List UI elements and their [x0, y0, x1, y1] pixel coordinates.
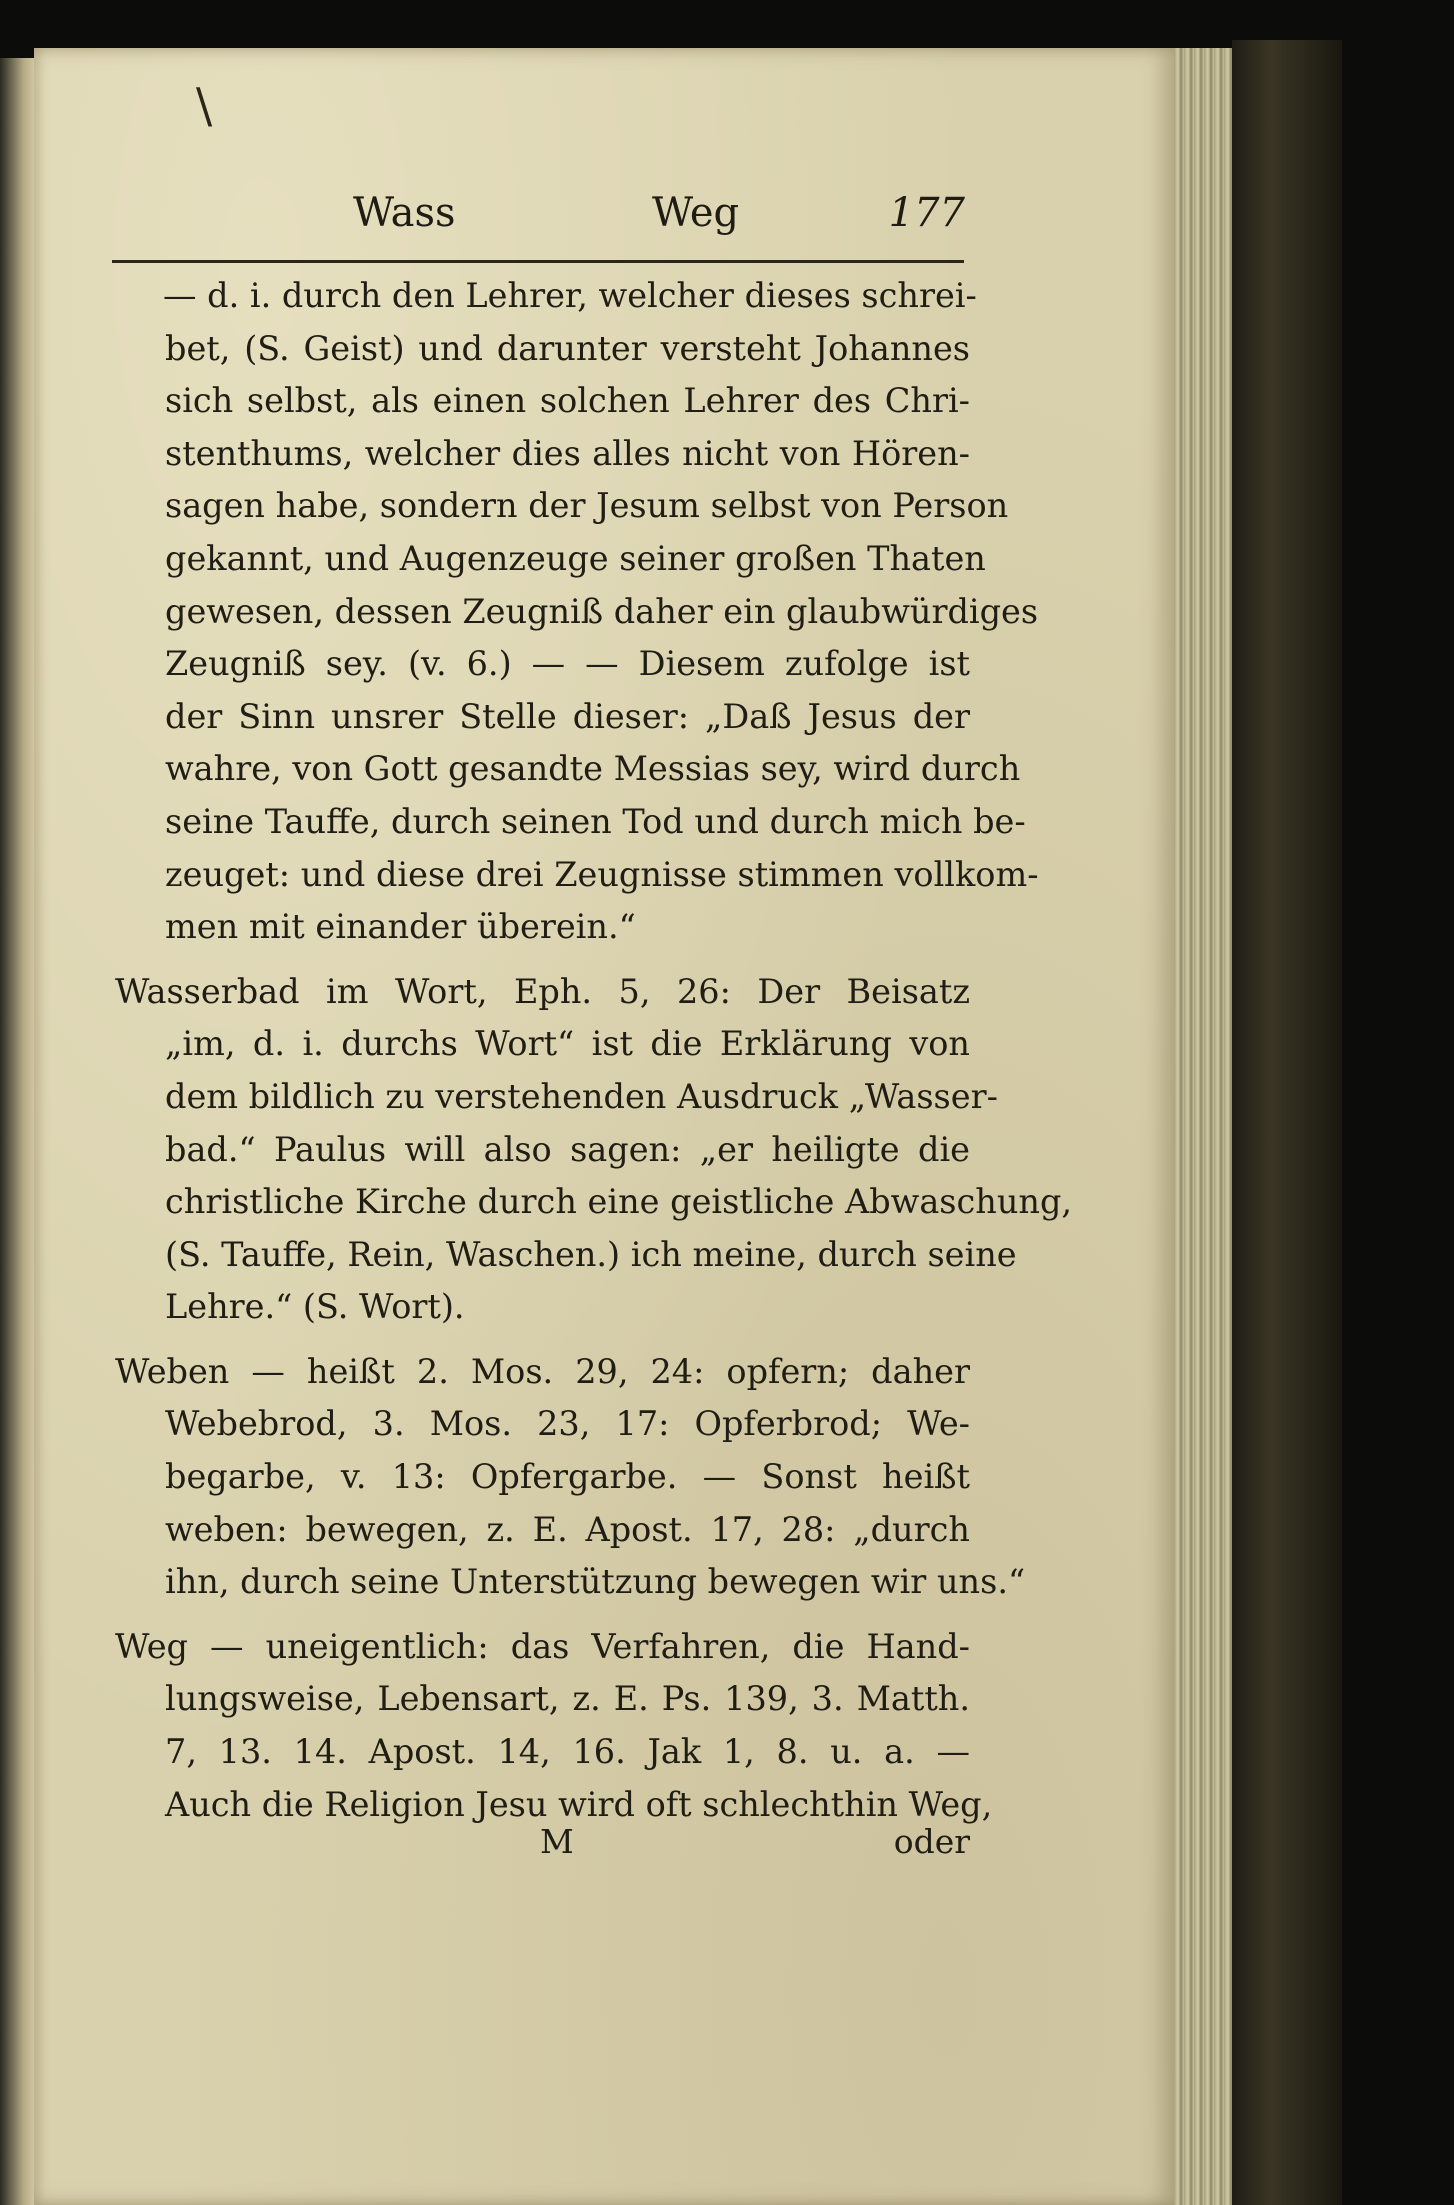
entry-first-line: Weben — heißt 2. Mos. 29, 24: opfern; daher [115, 1351, 970, 1391]
continuation-paragraph [115, 270, 1039, 954]
header-left-word: Wass [353, 190, 456, 236]
signature-mark: M [540, 1822, 574, 1861]
entry-weg [115, 1621, 993, 1831]
catchword: oder [893, 1822, 970, 1861]
text-line: Lehre.“ (S. Wort). [165, 1287, 465, 1327]
header-rule [112, 260, 964, 263]
text-line: christliche Kirche durch eine geistliche Abwaschung, [165, 1182, 1073, 1222]
text-line: Webebrod, 3. Mos. 23, 17: Opferbrod; We- [165, 1404, 970, 1444]
text-line: zeuget: und diese drei Zeugnisse stimmen vollkom- [165, 854, 1039, 894]
entry-first-line: Weg — uneigentlich: das Verfahren, die Hand- [115, 1626, 970, 1666]
text-line: — d. i. durch den Lehrer, welcher dieses schrei- [163, 276, 977, 315]
text-line: „im, d. i. durchs Wort“ ist die Erklärung von [165, 1024, 970, 1064]
text-line: weben: bewegen, z. E. Apost. 17, 28: „durch [165, 1509, 970, 1549]
text-line: ihn, durch seine Unterstützung bewegen wir uns.“ [165, 1562, 1026, 1602]
text-line: bet, (S. Geist) und darunter versteht Johannes [165, 328, 970, 368]
text-line: gewesen, dessen Zeugniß daher ein glaubwürdiges [165, 591, 1039, 631]
pencil-mark: \ [196, 78, 213, 134]
text-line: sich selbst, als einen solchen Lehrer des Chri- [165, 381, 970, 421]
text-line: men mit einander überein.“ [165, 907, 636, 947]
text-line: (S. Tauffe, Rein, Waschen.) ich meine, durch seine [165, 1234, 1017, 1274]
page-footer [115, 1822, 970, 1872]
text-line: sagen habe, sondern der Jesum selbst von Person [165, 486, 1009, 526]
text-line: der Sinn unsrer Stelle dieser: „Daß Jesus der [165, 696, 970, 736]
text-line: seine Tauffe, durch seinen Tod und durch mich be- [165, 801, 1026, 841]
text-line: wahre, von Gott gesandte Messias sey, wird durch [165, 749, 1021, 789]
entry-wasserbad [115, 966, 1073, 1334]
text-line: stenthums, welcher dies alles nicht von Hören- [165, 433, 970, 473]
entry-weben [115, 1346, 1026, 1609]
previous-page-edge [0, 58, 34, 2205]
text-line: gekannt, und Augenzeuge seiner großen Thaten [165, 538, 986, 578]
text-line: dem bildlich zu verstehenden Ausdruck „Wasser- [165, 1076, 998, 1116]
text-line: Auch die Religion Jesu wird oft schlechthin Weg, [165, 1784, 993, 1824]
header-center-word: Weg [652, 190, 740, 236]
text-line: Zeugniß sey. (v. 6.) — — Diesem zufolge ist [165, 644, 970, 684]
running-header [115, 190, 965, 260]
page-number: 177 [888, 190, 965, 236]
book-spine [1232, 40, 1342, 2205]
text-line: begarbe, v. 13: Opfergarbe. — Sonst heißt [165, 1457, 970, 1497]
page-stack-edges [1174, 48, 1232, 2205]
page-body [115, 270, 1073, 1831]
text-line: lungsweise, Lebensart, z. E. Ps. 139, 3. Matth. [165, 1679, 970, 1719]
text-line: bad.“ Paulus will also sagen: „er heiligte die [165, 1129, 970, 1169]
entry-first-line: Wasserbad im Wort, Eph. 5, 26: Der Beisatz [115, 971, 970, 1011]
text-line: 7, 13. 14. Apost. 14, 16. Jak 1, 8. u. a. — [165, 1732, 970, 1772]
